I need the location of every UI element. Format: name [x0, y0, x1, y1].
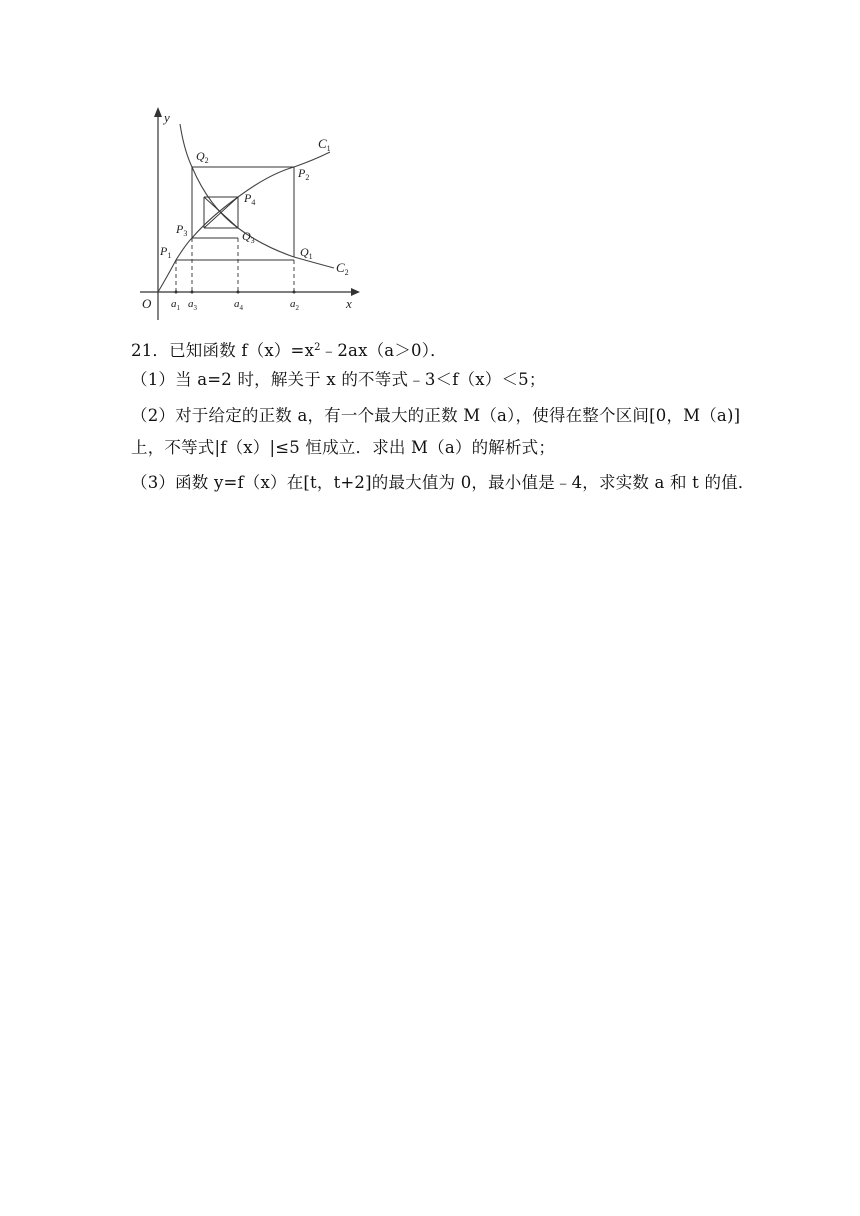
dot-a3: [191, 291, 194, 294]
x-axis-label: x: [346, 296, 352, 311]
tick-a1: $a_1$: [171, 298, 180, 312]
problem-part-2-line-2: 上，不等式|f（x）|≤5 恒成立．求出 M（a）的解析式；: [131, 438, 556, 457]
curve-c2: [180, 124, 334, 268]
x-axis-arrow: [351, 288, 360, 296]
c2-label: $C_2$: [336, 260, 349, 277]
p1-label: $P_1$: [160, 244, 172, 260]
y-axis-arrow: [154, 107, 162, 117]
cobweb-figure: [134, 102, 364, 324]
problem-title-post: ﹣2ax（a＞0）．: [320, 341, 447, 360]
problem-part-3: （3）函数 y=f（x）在[t，t+2]的最大值为 0，最小值是﹣4，求实数 a 和 t 的值．: [131, 473, 755, 492]
q3-label: $Q_3$: [242, 229, 255, 245]
p4-label: $P_4$: [244, 191, 256, 207]
tick-a3: $a_3$: [188, 298, 197, 312]
tick-a4: $a_4$: [234, 298, 243, 312]
problem-title: [131, 337, 447, 362]
p3-label: $P_3$: [176, 222, 188, 238]
tick-a2: $a_2$: [290, 298, 299, 312]
c1-label: $C_1$: [318, 136, 331, 153]
q1-label: $Q_1$: [300, 245, 313, 261]
problem-title-exponent: 2: [314, 342, 321, 353]
problem-part-2-line-1: （2）对于给定的正数 a，有一个最大的正数 M（a），使得在整个区间[0，M（a)]: [131, 406, 741, 425]
dot-a1: [175, 291, 178, 294]
q2-label: $Q_2$: [196, 149, 209, 165]
origin-label: O: [142, 296, 152, 311]
dot-a2: [293, 291, 296, 294]
problem-part-1: （1）当 a=2 时，解关于 x 的不等式﹣3＜f（x）＜5；: [131, 370, 546, 389]
problem-title-pre: 21．已知函数 f（x）=x: [131, 341, 315, 360]
p2-label: $P_2$: [298, 166, 310, 182]
dot-a4: [237, 291, 240, 294]
y-axis-label: y: [164, 110, 170, 125]
